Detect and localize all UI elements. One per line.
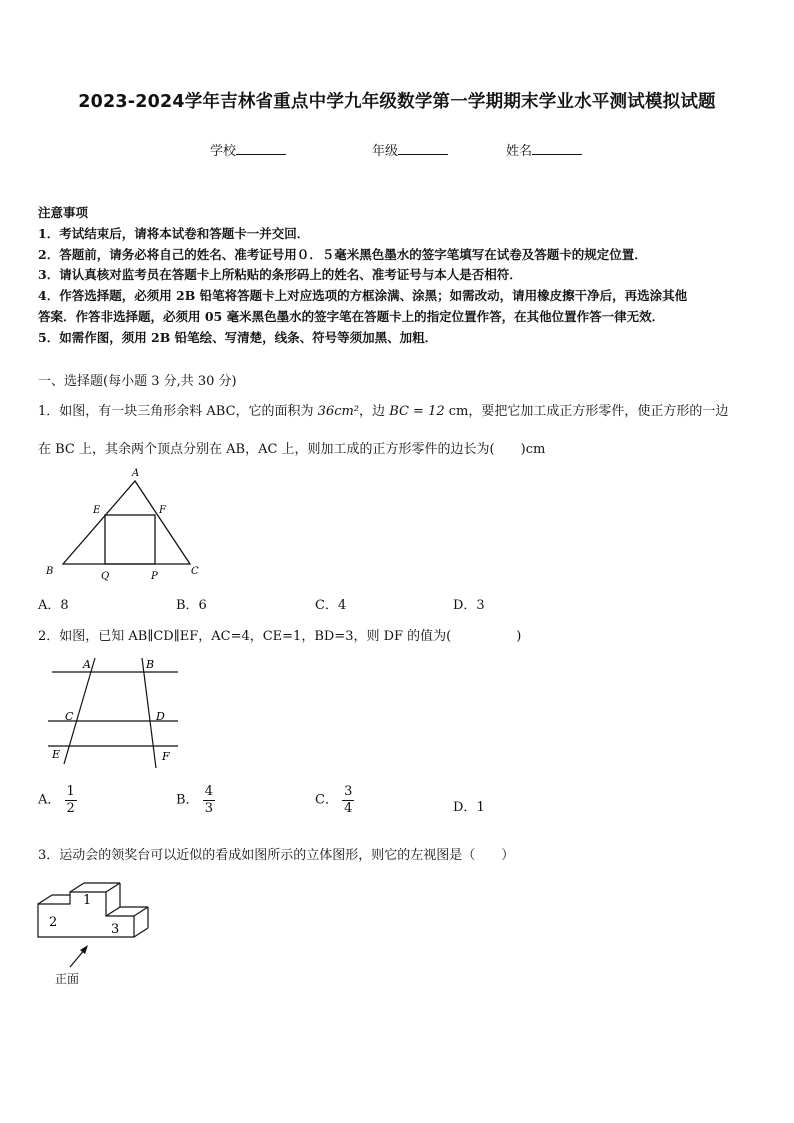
note-item: 答案．作答非选择题，必须用 05 毫米黑色墨水的签字笔在答题卡上的指定位置作答，在其他位置作答一律无效．: [38, 309, 665, 324]
q2-option-a-letter: A．: [38, 792, 61, 808]
section-heading: 一、选择题(每小题 3 分,共 30 分): [38, 374, 237, 389]
q2-option-b-fraction: [203, 784, 215, 816]
numerator: 3: [344, 784, 353, 799]
triangle-abc: [63, 481, 190, 564]
question-3: 3．运动会的领奖台可以近似的看成如图所示的立体图形，则它的左视图是（ ）: [38, 848, 515, 863]
label-b: B: [146, 658, 155, 671]
note-item: 3．请认真核对监考员在答题卡上所粘贴的条形码上的姓名、准考证号与本人是否相符．: [38, 267, 522, 282]
label-q: Q: [101, 571, 110, 582]
name-blank: [532, 142, 582, 155]
grade-field: [372, 140, 448, 159]
q2-option-d: [453, 796, 485, 815]
denominator: 3: [204, 800, 213, 816]
edge: [106, 883, 120, 892]
edge: [70, 883, 84, 892]
numerator: 1: [66, 784, 75, 799]
q2-option-b-letter: B．: [176, 792, 199, 808]
q1-bc: BC = 12: [389, 404, 445, 419]
q2-option-a: [38, 784, 77, 816]
inscribed-square: [105, 515, 155, 564]
question-1-line-2: 在 BC 上，其余两个顶点分别在 AB，AC 上，则加工成的正方形零件的边长为( )cm: [38, 442, 546, 457]
label-e: E: [93, 505, 101, 516]
transversal-bdf: [142, 658, 156, 768]
label-f: F: [162, 750, 170, 763]
label-p: P: [151, 571, 158, 582]
school-field: [210, 140, 286, 159]
edge: [38, 895, 52, 904]
q2-option-b: [176, 784, 215, 816]
note-item: 5．如需作图，须用 2B 铅笔绘、写清楚，线条、符号等须加黑、加粗．: [38, 330, 438, 345]
q1-text-b: ，边: [359, 404, 390, 419]
name-label: 姓名: [506, 144, 533, 159]
q1-option-c: C．4: [315, 598, 347, 613]
label-c: C: [191, 566, 199, 577]
front-label: 正面: [55, 972, 80, 986]
school-label: 学校: [210, 144, 237, 159]
edge: [134, 907, 148, 916]
denominator: 2: [66, 800, 75, 816]
name-field: [506, 140, 582, 159]
q1-text-c: cm，要把它加工成正方形零件，使正方形的一边: [444, 404, 729, 419]
podium-label-3: 3: [111, 922, 120, 937]
q1-area: 36cm²: [317, 404, 360, 419]
numerator: 4: [204, 784, 213, 799]
page-title: 2023-2024学年吉林省重点中学九年级数学第一学期期末学业水平测试模拟试题: [78, 92, 716, 112]
q2-option-c-fraction: [342, 784, 354, 816]
edge: [106, 907, 120, 916]
grade-blank: [398, 142, 448, 155]
label-f: F: [159, 505, 166, 516]
question-2: 2．如图，已知 AB∥CD∥EF，AC=4，CE=1，BD=3，则 DF 的值为( ): [38, 629, 522, 644]
q2-option-a-fraction: [65, 784, 77, 816]
label-d: D: [156, 710, 165, 723]
label-e: E: [52, 748, 61, 761]
q1-option-a: A．8: [38, 598, 69, 613]
podium-label-1: 1: [83, 893, 92, 908]
podium-label-2: 2: [49, 915, 58, 930]
front-arrow-head: [80, 945, 88, 954]
label-a: A: [132, 468, 140, 479]
q2-option-c-letter: C．: [315, 792, 338, 808]
note-item: 1．考试结束后，请将本试卷和答题卡一并交回．: [38, 226, 310, 241]
edge: [134, 928, 148, 937]
label-b: B: [46, 566, 54, 577]
label-c: C: [65, 710, 74, 723]
podium-figure: [30, 866, 160, 988]
triangle-figure: [40, 462, 210, 584]
q2-option-d-value: 1: [476, 800, 485, 815]
notes-heading: 注意事项: [38, 205, 89, 220]
note-item: 4．作答选择题，必须用 2B 铅笔将答题卡上对应选项的方框涂满、涂黑；如需改动，请用橡皮擦干净后，再选涂其他: [38, 288, 688, 303]
q2-option-c: [315, 784, 354, 816]
q1-option-b: B．6: [176, 598, 207, 613]
parallel-lines-figure: [40, 652, 190, 774]
denominator: 4: [344, 800, 353, 816]
school-blank: [236, 142, 286, 155]
q1-text-a: 1．如图，有一块三角形余料 ABC，它的面积为: [38, 404, 318, 419]
question-1-line-1: [38, 400, 728, 419]
q2-option-d-letter: D．: [453, 800, 477, 815]
label-a: A: [83, 658, 91, 671]
q1-option-d: D．3: [453, 598, 485, 613]
note-item: 2．答题前，请务必将自己的姓名、准考证号用０．５毫米黑色墨水的签字笔填写在试卷及答题卡的规定位置．: [38, 247, 647, 262]
grade-label: 年级: [372, 144, 399, 159]
